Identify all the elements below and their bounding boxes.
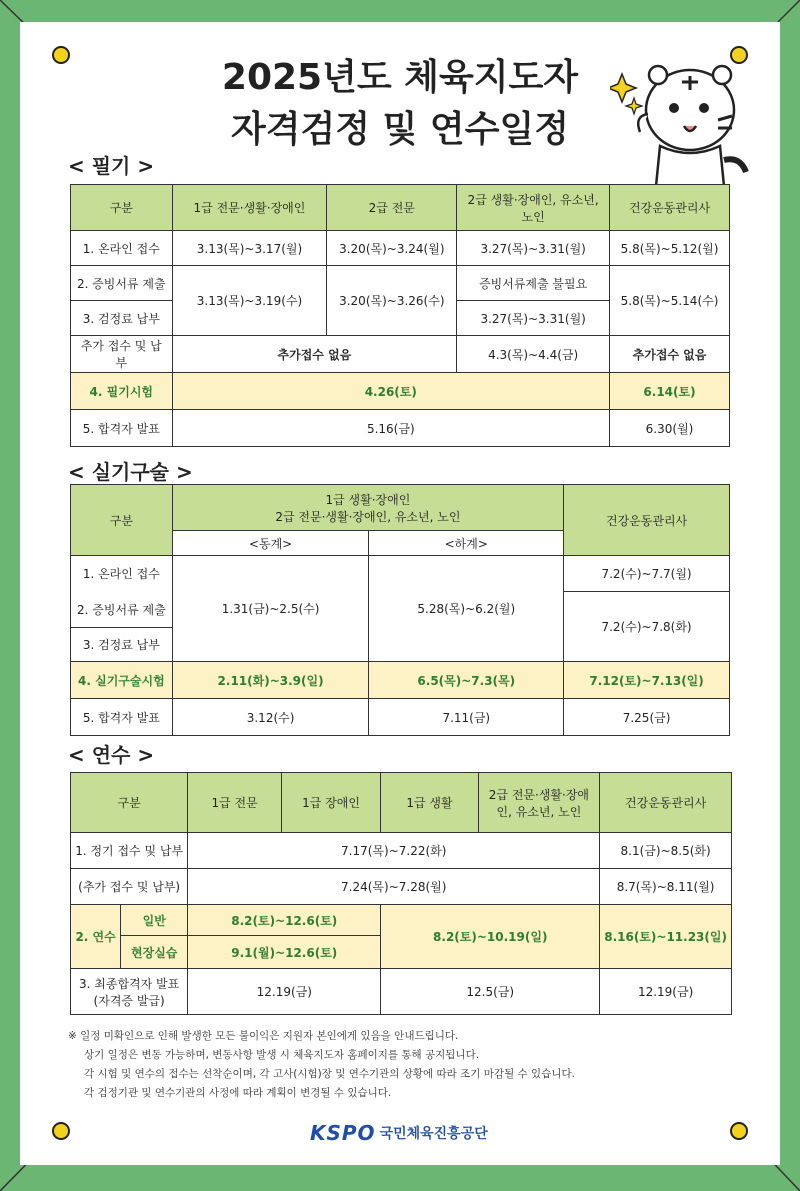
table-cell: 12.19(금) bbox=[600, 969, 732, 1015]
table-cell: 12.19(금) bbox=[188, 969, 381, 1015]
table-row bbox=[71, 969, 732, 1015]
table-header-row bbox=[71, 485, 730, 531]
table-cell: 12.5(금) bbox=[381, 969, 600, 1015]
sub-label: 현장실습 bbox=[121, 936, 188, 969]
header-cell: 구분 bbox=[71, 773, 188, 833]
subheader-cell: <동계> bbox=[172, 531, 369, 556]
row-label: 5. 합격자 발표 bbox=[71, 699, 173, 736]
notice-line: ※ 일정 미확인으로 인해 발생한 모든 불이익은 지원자 본인에게 있음을 안내드립니다. bbox=[68, 1030, 459, 1042]
table-cell: 3.12(수) bbox=[172, 699, 369, 736]
header-cell: 2급 생활·장애인, 유소년, 노인 bbox=[457, 185, 610, 231]
title-line-1: 2025년도 체육지도자 bbox=[221, 57, 579, 98]
title-line-2: 자격검정 및 연수일정 bbox=[230, 109, 570, 150]
pin-icon bbox=[52, 1122, 70, 1140]
sub-label: 일반 bbox=[121, 905, 188, 936]
header-cell: 2급 전문·생활·장애인, 유소년, 노인 bbox=[478, 773, 600, 833]
row-label: 1. 온라인 접수 bbox=[71, 231, 173, 266]
row-label-line: (자격증 발급) bbox=[93, 993, 165, 1008]
table-row bbox=[71, 266, 730, 301]
header-line: 1급 생활·장애인 bbox=[325, 492, 411, 507]
header-cell: 구분 bbox=[71, 185, 173, 231]
row-label: 4. 실기구술시험 bbox=[71, 662, 173, 699]
table-cell: 5.8(목)~5.12(월) bbox=[610, 231, 730, 266]
table-row bbox=[71, 833, 732, 869]
table-row bbox=[71, 869, 732, 905]
table-cell: 3.13(목)~3.17(월) bbox=[172, 231, 327, 266]
table-cell: 증빙서류제출 불필요 bbox=[457, 266, 610, 301]
table-cell: 1.31(금)~2.5(수) bbox=[172, 556, 369, 662]
header-line: 2급 전문·생활·장애인, 유소년, 노인 bbox=[275, 509, 461, 524]
header-cell: 건강운동관리사 bbox=[610, 185, 730, 231]
table-cell: 3.27(목)~3.31(월) bbox=[457, 301, 610, 336]
row-label: 3. 검정료 납부 bbox=[71, 301, 173, 336]
row-label: 2. 증빙서류 제출 bbox=[71, 592, 173, 628]
pin-icon bbox=[52, 46, 70, 64]
table-cell: 추가접수 없음 bbox=[172, 336, 457, 373]
header-cell: 1급 생활 bbox=[381, 773, 478, 833]
table-cell: 추가접수 없음 bbox=[610, 336, 730, 373]
table-cell: 8.7(목)~8.11(월) bbox=[600, 869, 732, 905]
table-row bbox=[71, 336, 730, 373]
table-cell: 8.1(금)~8.5(화) bbox=[600, 833, 732, 869]
header-cell: 구분 bbox=[71, 485, 173, 556]
table-row bbox=[71, 556, 730, 592]
table-row-highlight bbox=[71, 662, 730, 699]
table-row bbox=[71, 699, 730, 736]
header-cell: 1급 전문 bbox=[188, 773, 282, 833]
table-row-highlight bbox=[71, 905, 732, 936]
row-label: 추가 접수 및 납부 bbox=[71, 336, 173, 373]
table-cell: 7.11(금) bbox=[369, 699, 564, 736]
table-cell: 5.28(목)~6.2(월) bbox=[369, 556, 564, 662]
logo-name: 국민체육진흥공단 bbox=[379, 1126, 488, 1142]
subheader-cell: <하계> bbox=[369, 531, 564, 556]
section-title-training: < 연수 > bbox=[68, 743, 155, 767]
table-cell: 6.30(월) bbox=[610, 410, 730, 447]
table-cell: 7.17(목)~7.22(화) bbox=[188, 833, 600, 869]
header-cell bbox=[172, 485, 563, 531]
row-label: 2. 연수 bbox=[71, 905, 121, 969]
table-cell: 3.27(목)~3.31(월) bbox=[457, 231, 610, 266]
table-cell: 7.12(토)~7.13(일) bbox=[564, 662, 730, 699]
section-title-written: < 필기 > bbox=[68, 154, 155, 178]
header-cell: 건강운동관리사 bbox=[564, 485, 730, 556]
notice-line: 각 검정기관 및 연수기관의 사정에 따라 계획이 변경될 수 있습니다. bbox=[84, 1087, 392, 1099]
logo-mark: KSPO bbox=[310, 1121, 376, 1145]
row-label: 1. 온라인 접수 bbox=[71, 556, 173, 592]
table-cell: 7.24(목)~7.28(월) bbox=[188, 869, 600, 905]
table-cell: 8.2(토)~12.6(토) bbox=[188, 905, 381, 936]
training-table bbox=[70, 772, 732, 1015]
row-label: 5. 합격자 발표 bbox=[71, 410, 173, 447]
row-label: 4. 필기시험 bbox=[71, 373, 173, 410]
poster-board bbox=[20, 22, 780, 1165]
table-cell: 6.14(토) bbox=[610, 373, 730, 410]
table-cell: 3.13(목)~3.19(수) bbox=[172, 266, 327, 336]
table-cell: 5.16(금) bbox=[172, 410, 609, 447]
sparkle-icon bbox=[610, 74, 636, 102]
table-cell: 3.20(목)~3.26(수) bbox=[327, 266, 457, 336]
header-cell: 2급 전문 bbox=[327, 185, 457, 231]
header-cell: 1급 장애인 bbox=[281, 773, 380, 833]
table-cell: 9.1(월)~12.6(토) bbox=[188, 936, 381, 969]
table-cell: 7.2(수)~7.8(화) bbox=[564, 592, 730, 662]
sparkle-icon bbox=[626, 98, 642, 114]
row-label bbox=[71, 969, 188, 1015]
notice-line: 각 시험 및 연수의 접수는 선착순이며, 각 고사(시험)장 및 연수기관의 상황에 따라 조기 마감될 수 있습니다. bbox=[84, 1068, 575, 1080]
table-cell: 4.3(목)~4.4(금) bbox=[457, 336, 610, 373]
table-cell: 7.25(금) bbox=[564, 699, 730, 736]
row-label: 2. 증빙서류 제출 bbox=[71, 266, 173, 301]
table-cell: 3.20(목)~3.24(월) bbox=[327, 231, 457, 266]
pin-icon bbox=[730, 1122, 748, 1140]
notice-line: 상기 일정은 변동 가능하며, 변동사항 발생 시 체육지도자 홈페이지를 통해 공지됩니다. bbox=[84, 1049, 480, 1061]
pin-icon bbox=[730, 46, 748, 64]
row-label: (추가 접수 및 납부) bbox=[71, 869, 188, 905]
table-row bbox=[71, 410, 730, 447]
kspo-logo bbox=[310, 1121, 488, 1145]
table-cell: 4.26(토) bbox=[172, 373, 609, 410]
row-label: 3. 검정료 납부 bbox=[71, 628, 173, 662]
table-cell: 5.8(목)~5.14(수) bbox=[610, 266, 730, 336]
table-cell: 8.2(토)~10.19(일) bbox=[381, 905, 600, 969]
row-label-line: 3. 최종합격자 발표 bbox=[79, 976, 180, 991]
header-cell: 건강운동관리사 bbox=[600, 773, 732, 833]
table-cell: 8.16(토)~11.23(일) bbox=[600, 905, 732, 969]
table-row-highlight bbox=[71, 373, 730, 410]
practical-table bbox=[70, 484, 730, 736]
table-cell: 2.11(화)~3.9(일) bbox=[172, 662, 369, 699]
section-title-practical: < 실기구술 > bbox=[68, 460, 193, 484]
table-row bbox=[71, 231, 730, 266]
table-cell: 7.2(수)~7.7(월) bbox=[564, 556, 730, 592]
table-header-row bbox=[71, 185, 730, 231]
table-cell: 6.5(목)~7.3(목) bbox=[369, 662, 564, 699]
notice-text bbox=[68, 1027, 758, 1103]
header-cell: 1급 전문·생활·장애인 bbox=[172, 185, 327, 231]
table-header-row bbox=[71, 773, 732, 833]
tiger-mascot-icon bbox=[610, 42, 750, 192]
row-label: 1. 정기 접수 및 납부 bbox=[71, 833, 188, 869]
written-table bbox=[70, 184, 730, 447]
